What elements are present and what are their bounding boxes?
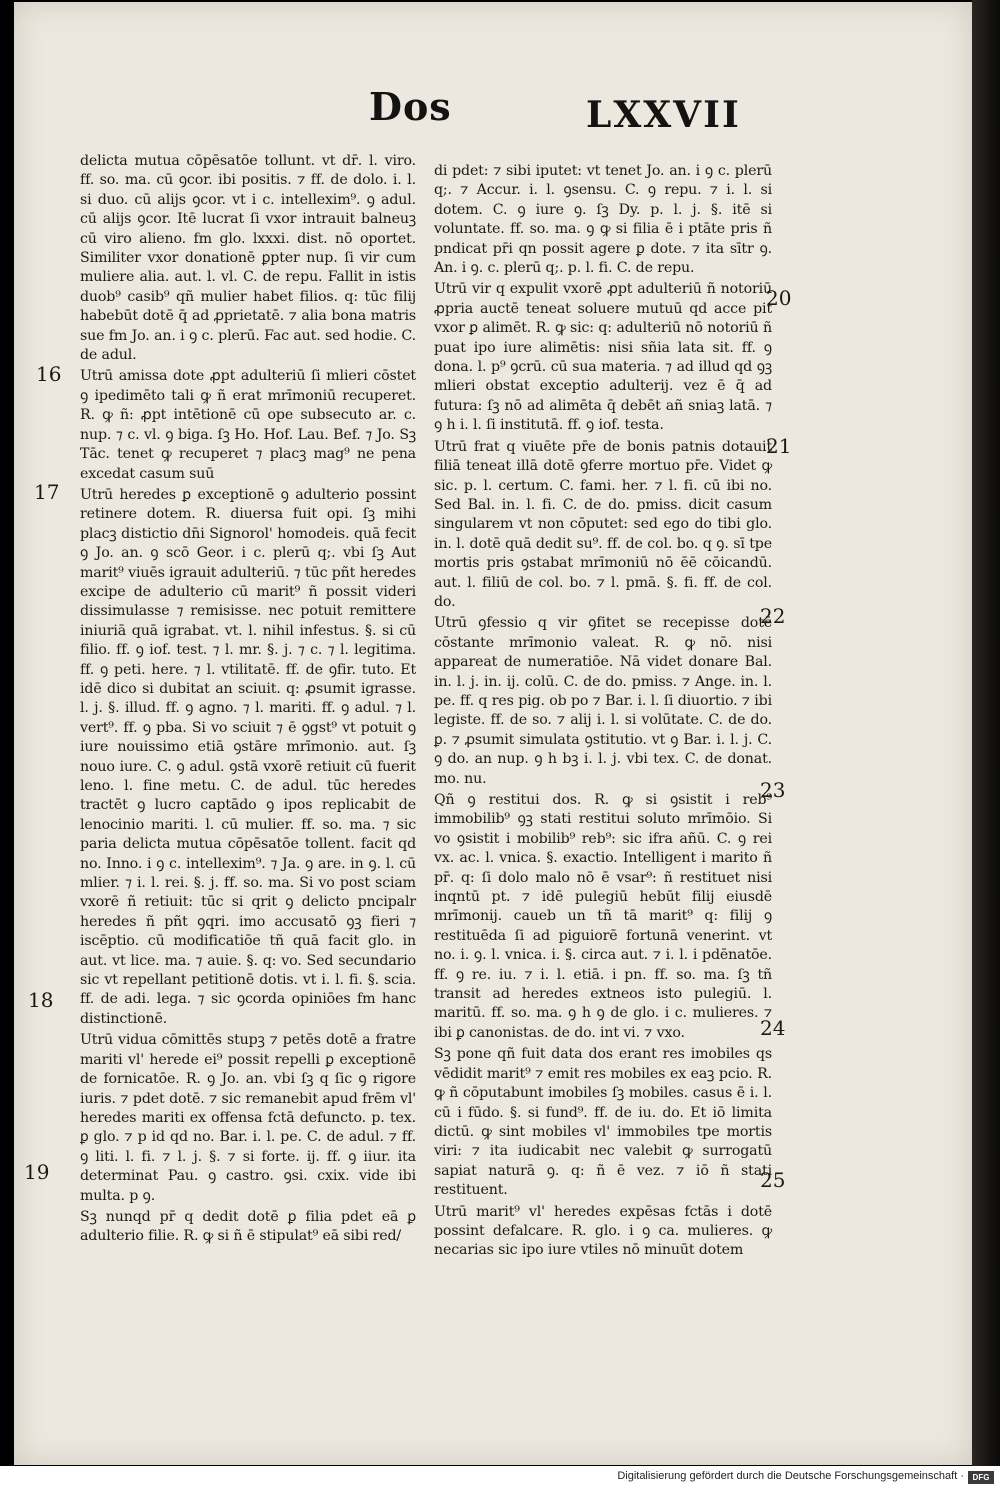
margin-number: 21 bbox=[766, 434, 792, 458]
paragraph: Utrū frat q viuēte pr̄e de bonis patnis dotauit filiā teneat illā dotē ꝯferre mortuo pr̄e. Videt ꝙ sic. p. l. certum. C. fami. her. ⁊ l. fi. cū ibi no. Sed Bal. in. l. fi. C. de do. pmiss. dicit casum singularem vt non cōputet: sed ego do tibi glo. in. l. dotē quā dedit su⁹. ff. de col. bo. q ꝯ. sī tpe mortis pris ꝯstabat mrīmoniū nō ēē cōicandū. aut. l. filiū de col. bo. ⁊ l. pmā. §. fi. ff. de col. do. bbox=[434, 438, 772, 610]
paragraph: di pdet: ⁊ sibi iputet: vt tenet Jo. an. i ꝯ c. plerū q;. ⁊ Accur. i. l. ꝯsensu. C. ꝯ repu. ⁊ i. l. si dotem. C. ꝯ iure ꝯ. ſꝫ Dy. p. l. j. §. itē si voluntate. ff. so. ma. ꝯ ꝙ si filia ē i ptāte pris ñ pndicat pr̄i qn possit agere ꝑ dote. ⁊ ita sītr ꝯ. An. i ꝯ. c. plerū q;. p. l. fi. C. de repu. bbox=[434, 163, 772, 277]
running-head: Dos bbox=[369, 84, 452, 129]
paragraph: delicta mutua cōpēsatōe tollunt. vt dr̄. l. viro. ff. so. ma. cū ꝯcor. ibi positis. ⁊ ff. de dolo. i. l. si duo. cū alijs ꝯcor. vt i c. intellexim⁹. ꝯ adul. cū alijs ꝯcor. Itē lucrat ſi vxor intrauit balneuꝫ cū viro alieno. fm glo. lxxxi. dist. nō oportet. Similiter vxor donationē ꝑpter nup. ſi vir cum muliere alia. aut. l. vl. C. de repu. Fallit in istis duob⁹ casib⁹ qñ mulier habet filios. q: tūc filij habebūt dotē q̄ ad ꝓprietatē. ⁊ alia bona matris sue fm Jo. an. i ꝯ c. plerū. Fac aut. sed hodie. C. de adul. bbox=[80, 153, 416, 364]
margin-number: 24 bbox=[760, 1016, 786, 1040]
dfg-logo: DFG bbox=[968, 1471, 994, 1484]
paragraph: Sꝫ nunqd pr̄ q dedit dotē ꝑ filia pdet eā ꝑ adulterio filie. R. ꝙ si ñ ē stipulat⁹ eā sibi red/ bbox=[80, 1208, 416, 1245]
folio-number: LXXVII bbox=[586, 94, 741, 136]
left-column bbox=[80, 152, 416, 1247]
margin-number: 25 bbox=[760, 1168, 786, 1192]
paragraph: Utrū ꝯfessio q vir ꝯfitet se recepisse dotē cōstante mrīmonio valeat. R. ꝙ nō. nisi appareat de numeratiōe. Nā videt donare Bal. in. l. j. in. ij. colū. C. de do. pmiss. ⁊ Ange. in. l. pe. ff. q res pig. ob po ⁊ Bar. i. l. ſi diuortio. ⁊ ibi legiste. ff. de so. ⁊ alij i. l. si volūtate. C. de do. ꝑ. ⁊ ꝓsumit simulata ꝯstitutio. vt ꝯ Bar. i. l. j. C. ꝯ do. an nup. ꝯ h bꝫ i. l. j. vbi tex. C. de donat. mo. nu. bbox=[434, 615, 772, 787]
paragraph: Qñ ꝯ restitui dos. R. ꝙ si ꝯsistit i reb⁹ immobilib⁹ ꝯꝫ stati restitui soluto mrīmōio. Si vo ꝯsistit i mobilib⁹ reb⁹: sic ifra añū. C. ꝯ rei vx. ac. l. vnica. §. exactio. Intelligent i marito ñ pr̄. q: ſi dolo malo nō ē vsar⁹: ñ restituet nisi inqntū pt. ⁊ idē pulegiū hebūt filij eiusdē mrīmonij. caueb un tñ tā marit⁹ q: filij ꝯ restituēda ſi ad piguiorē fortunā venerint. vt no. i. ꝯ. l. vnica. i. §. circa aut. ⁊ i. l. i pdēnatōe. ff. ꝯ re. iu. ⁊ i. l. etiā. i pn. ff. so. ma. ſꝫ tñ transit ad heredes extneos isto pulegiū. l. maritū. ff. so. ma. ꝯ h ꝯ de glo. i c. mulieres. ⁊ ibi ꝑ canonistas. de do. int vi. ⁊ vxo. bbox=[434, 792, 772, 1041]
right-column bbox=[434, 162, 772, 1261]
paragraph: Utrū vir q expulit vxorē ꝓpt adulteriū ñ notoriū ꝓpria auctē teneat soluere mutuū qd acce pit vxor ꝑ alimēt. R. ꝙ sic: q: adulteriū nō notoriū ñ puat ipo iure alimētis: nisi sñia lata sit. ff. ꝯ dona. l. p⁹ ꝯcrū. cū sua materia. ⁊ ad illud qd ꝯꝫ mlieri obstat exceptio adulterij. vez ē q̄ ad futura: ſꝫ nō ad alimēta q̄ debēt añ sniaꝫ latā. ⁊ ꝯ h i. l. ſi institutā. ff. ꝯ iof. testa. bbox=[434, 281, 772, 434]
digitization-credit: Digitalisierung gefördert durch die Deutsche Forschungsgemeinschaft · bbox=[617, 1470, 964, 1482]
paragraph: Utrū marit⁹ vl' heredes expēsas fctās i dotē possint defalcare. R. glo. i ꝯ ca. mulieres. ꝙ necarias sic ipo iure vtiles nō minuūt dotem bbox=[434, 1203, 772, 1259]
margin-number: 20 bbox=[766, 286, 792, 310]
margin-number: 18 bbox=[28, 988, 54, 1012]
margin-number: 16 bbox=[36, 362, 62, 386]
margin-number: 22 bbox=[760, 604, 786, 628]
paragraph: Utrū heredes ꝑ exceptionē ꝯ adulterio possint retinere dotem. R. diuersa fuit opi. ſꝫ mihi placꝫ distictio dn̄i Signorol' homodeis. quā fecit ꝯ Jo. an. ꝯ scō Geor. i c. plerū q;. vbi ſꝫ Aut marit⁹ viuēs igrauit adulteriū. ⁊ tūc pñt heredes excipe de adulterio cū marit⁹ ñ possit videri dissimulasse ⁊ remisisse. nec potuit remittere iniuriā quā igrabat. vt. l. nihil infestus. §. si cū filio. ff. ꝯ iof. test. ⁊ l. mr. §. j. ⁊ c. ⁊ l. legitima. ff. ꝯ peti. here. ⁊ l. vtilitatē. ff. de ꝯfir. tuto. Et idē dico si dubitat an sciuit. q: ꝓsumit igrasse. l. j. §. illud. ff. ꝯ agno. ⁊ l. mariti. ff. ꝯ adul. ⁊ l. vert⁹. ff. ꝯ pba. Si vo sciuit ⁊ ē ꝯgst⁹ vt potuit ꝯ iure nouissimo etiā ꝯstāre mrīmonio. aut. ſꝫ nouo iure. C. ꝯ adul. ꝯstā vxorē retiuit cū fuerit leno. l. fine metu. C. de adul. tūc heredes tractēt ꝯ lucro captādo ꝯ ipos replicabit de lenocinio mariti. l. cū mulier. ff. so. ma. ⁊ sic paria delicta mutua cōpēsatōe tollent. facit qd no. Inno. i ꝯ c. intellexim⁹. ⁊ Ja. ꝯ are. in ꝯ. l. cū mlier. ⁊ i. l. rei. §. j. ff. so. ma. Si vo post sciam vxorē ñ retiuit: tūc si qrit ꝯ delicto pncipalr heredes ñ pñt ꝯqri. imo accusatō ꝯꝫ fieri ⁊ iscēptio. cū modificatiōe tñ quā facit glo. in aut. vt lice. ma. ⁊ auie. §. q: vo. Sed secundario sic vt repellant petitionē dotis. vt i. l. fi. §. scia. ff. de adi. lega. ⁊ sic ꝯcorda opiniōes fm hanc distinctionē. bbox=[80, 486, 416, 1027]
margin-number: 19 bbox=[24, 1160, 50, 1184]
paragraph: Sꝫ pone qñ fuit data dos erant res imobiles qs vēdidit marit⁹ ⁊ emit res mobiles ex eaꝫ pcio. R. ꝙ ñ cōputabunt imobiles ſꝫ mobiles. casus ē i. l. cū i fūdo. §. si fund⁹. ff. de iu. do. Et iō limita dictū. ꝙ sint mobiles vl' immobiles tpe mortis viri: ⁊ ita iudicabit nec valebit ꝙ surrogatū sapiat naturā ꝯ. q: ñ ē vez. ⁊ iō ñ stati restituent. bbox=[434, 1046, 772, 1199]
book-page bbox=[14, 2, 972, 1465]
page-edge-shadow bbox=[972, 0, 1000, 1466]
footer-bar bbox=[0, 1466, 1000, 1491]
paragraph: Utrū amissa dote ꝓpt adulteriū ſi mlieri cōstet ꝯ ipedimēto tali ꝙ ñ erat mrīmoniū recuperet. R. ꝙ ñ: ꝓpt intētionē cū ope subsecuto ar. c. nup. ⁊ c. vl. ꝯ biga. ſꝫ Ho. Hof. Lau. Bef. ⁊ Jo. Sꝫ Tāc. tenet ꝙ recuperet ⁊ placꝫ mag⁹ ne pena excedat casum suū bbox=[80, 368, 416, 482]
paragraph: Utrū vidua cōmittēs stupꝫ ⁊ petēs dotē a fratre mariti vl' herede ei⁹ possit repelli ꝑ exceptionē de fornicatōe. R. ꝯ Jo. an. vbi ſꝫ q ſic ꝯ rigore iuris. ⁊ pdet dotē. ⁊ sic remanebit apud frēm vl' heredes mariti ex offensa fctā defuncto. p. tex. ꝑ glo. ⁊ p id qd no. Bar. i. l. pe. C. de adul. ⁊ ff. ꝯ liti. l. fi. ⁊ l. j. §. ⁊ si forte. ij. ff. ꝯ iiur. ita determinat Pau. ꝯ castro. ꝯsi. cxix. vide ibi multa. p ꝯ. bbox=[80, 1032, 416, 1204]
margin-number: 17 bbox=[34, 480, 60, 504]
margin-number: 23 bbox=[760, 778, 786, 802]
